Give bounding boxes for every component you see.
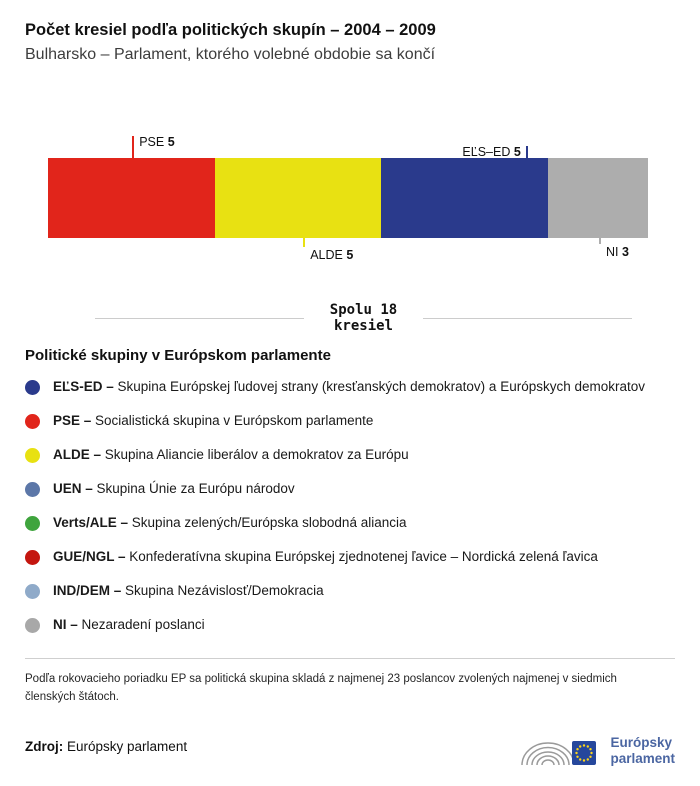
legend-item-1 — [25, 370, 675, 404]
total-label — [304, 302, 423, 336]
legend-item-7 — [25, 574, 675, 608]
ep-logo-line1: Európsky — [610, 734, 672, 750]
ep-logo-icon — [518, 727, 602, 775]
source — [25, 739, 187, 762]
total-label-line2: kresiel — [333, 318, 393, 335]
legend-label: PSE – Socialistická skupina v Európskom parlamente — [53, 413, 374, 429]
total-rule-right — [423, 318, 632, 319]
legend-dot — [25, 448, 40, 463]
total-label-line1: Spolu 18 — [329, 301, 398, 318]
ep-logo-text — [610, 735, 675, 767]
legend-dot — [25, 380, 40, 395]
legend-item-6 — [25, 540, 675, 574]
total-row — [95, 302, 632, 336]
callout-label: PSE 5 — [139, 134, 175, 149]
callout-label: ALDE 5 — [310, 247, 354, 262]
bar-segment-4 — [548, 158, 648, 238]
legend-dot — [25, 516, 40, 531]
stacked-bar — [48, 158, 648, 238]
chart-title: Počet kresiel podľa politických skupín – 2004 – 2009 — [25, 21, 436, 39]
callout-line — [303, 238, 305, 247]
legend-item-4 — [25, 472, 675, 506]
legend-item-8 — [25, 608, 675, 642]
bottom-row — [25, 727, 675, 775]
callout-line — [599, 238, 601, 244]
legend-item-2 — [25, 404, 675, 438]
bar-segment-1 — [48, 158, 215, 238]
legend-dot — [25, 482, 40, 497]
total-rule-left — [95, 318, 304, 319]
legend-label: NI – Nezaradení poslanci — [53, 617, 205, 633]
chart-subtitle: Bulharsko – Parlament, ktorého volebné obdobie sa končí — [25, 45, 436, 63]
legend-heading: Politické skupiny v Európskom parlamente — [25, 347, 331, 365]
hemicycle-arcs — [522, 743, 574, 765]
callout-label: NI 3 — [606, 244, 629, 259]
legend-dot — [25, 618, 40, 633]
legend-label: ALDE – Skupina Aliancie liberálov a demokratov za Európu — [53, 447, 409, 463]
ep-logo — [518, 727, 675, 775]
legend-dot — [25, 550, 40, 565]
footnote: Podľa rokovacieho poriadku EP sa politická skupina skladá z najmenej 23 poslancov zvolených najmenej v siedmich členských štátoch. — [25, 658, 675, 707]
callout-line — [132, 136, 134, 158]
legend-label: IND/DEM – Skupina Nezávislosť/Demokracia — [53, 583, 324, 599]
bar-segment-3 — [381, 158, 548, 238]
legend-label: UEN – Skupina Únie za Európu národov — [53, 481, 295, 497]
source-label: Zdroj: — [25, 739, 64, 755]
legend — [25, 370, 675, 642]
chart-area — [48, 134, 648, 262]
bar-segment-2 — [215, 158, 382, 238]
legend-dot — [25, 584, 40, 599]
legend-item-5 — [25, 506, 675, 540]
callout-label: EĽS–ED 5 — [462, 144, 521, 159]
source-text: Európsky parlament — [67, 739, 188, 755]
callout-line — [526, 146, 528, 158]
legend-label: Verts/ALE – Skupina zelených/Európska slobodná aliancia — [53, 515, 407, 531]
ep-logo-line2: parlament — [610, 750, 675, 766]
legend-dot — [25, 414, 40, 429]
legend-label: GUE/NGL – Konfederatívna skupina Európskej zjednotenej ľavice – Nordická zelená ľavica — [53, 549, 598, 565]
legend-item-3 — [25, 438, 675, 472]
legend-label: EĽS-ED – Skupina Európskej ľudovej strany (kresťanských demokratov) a Európskych demokratov — [53, 379, 646, 395]
